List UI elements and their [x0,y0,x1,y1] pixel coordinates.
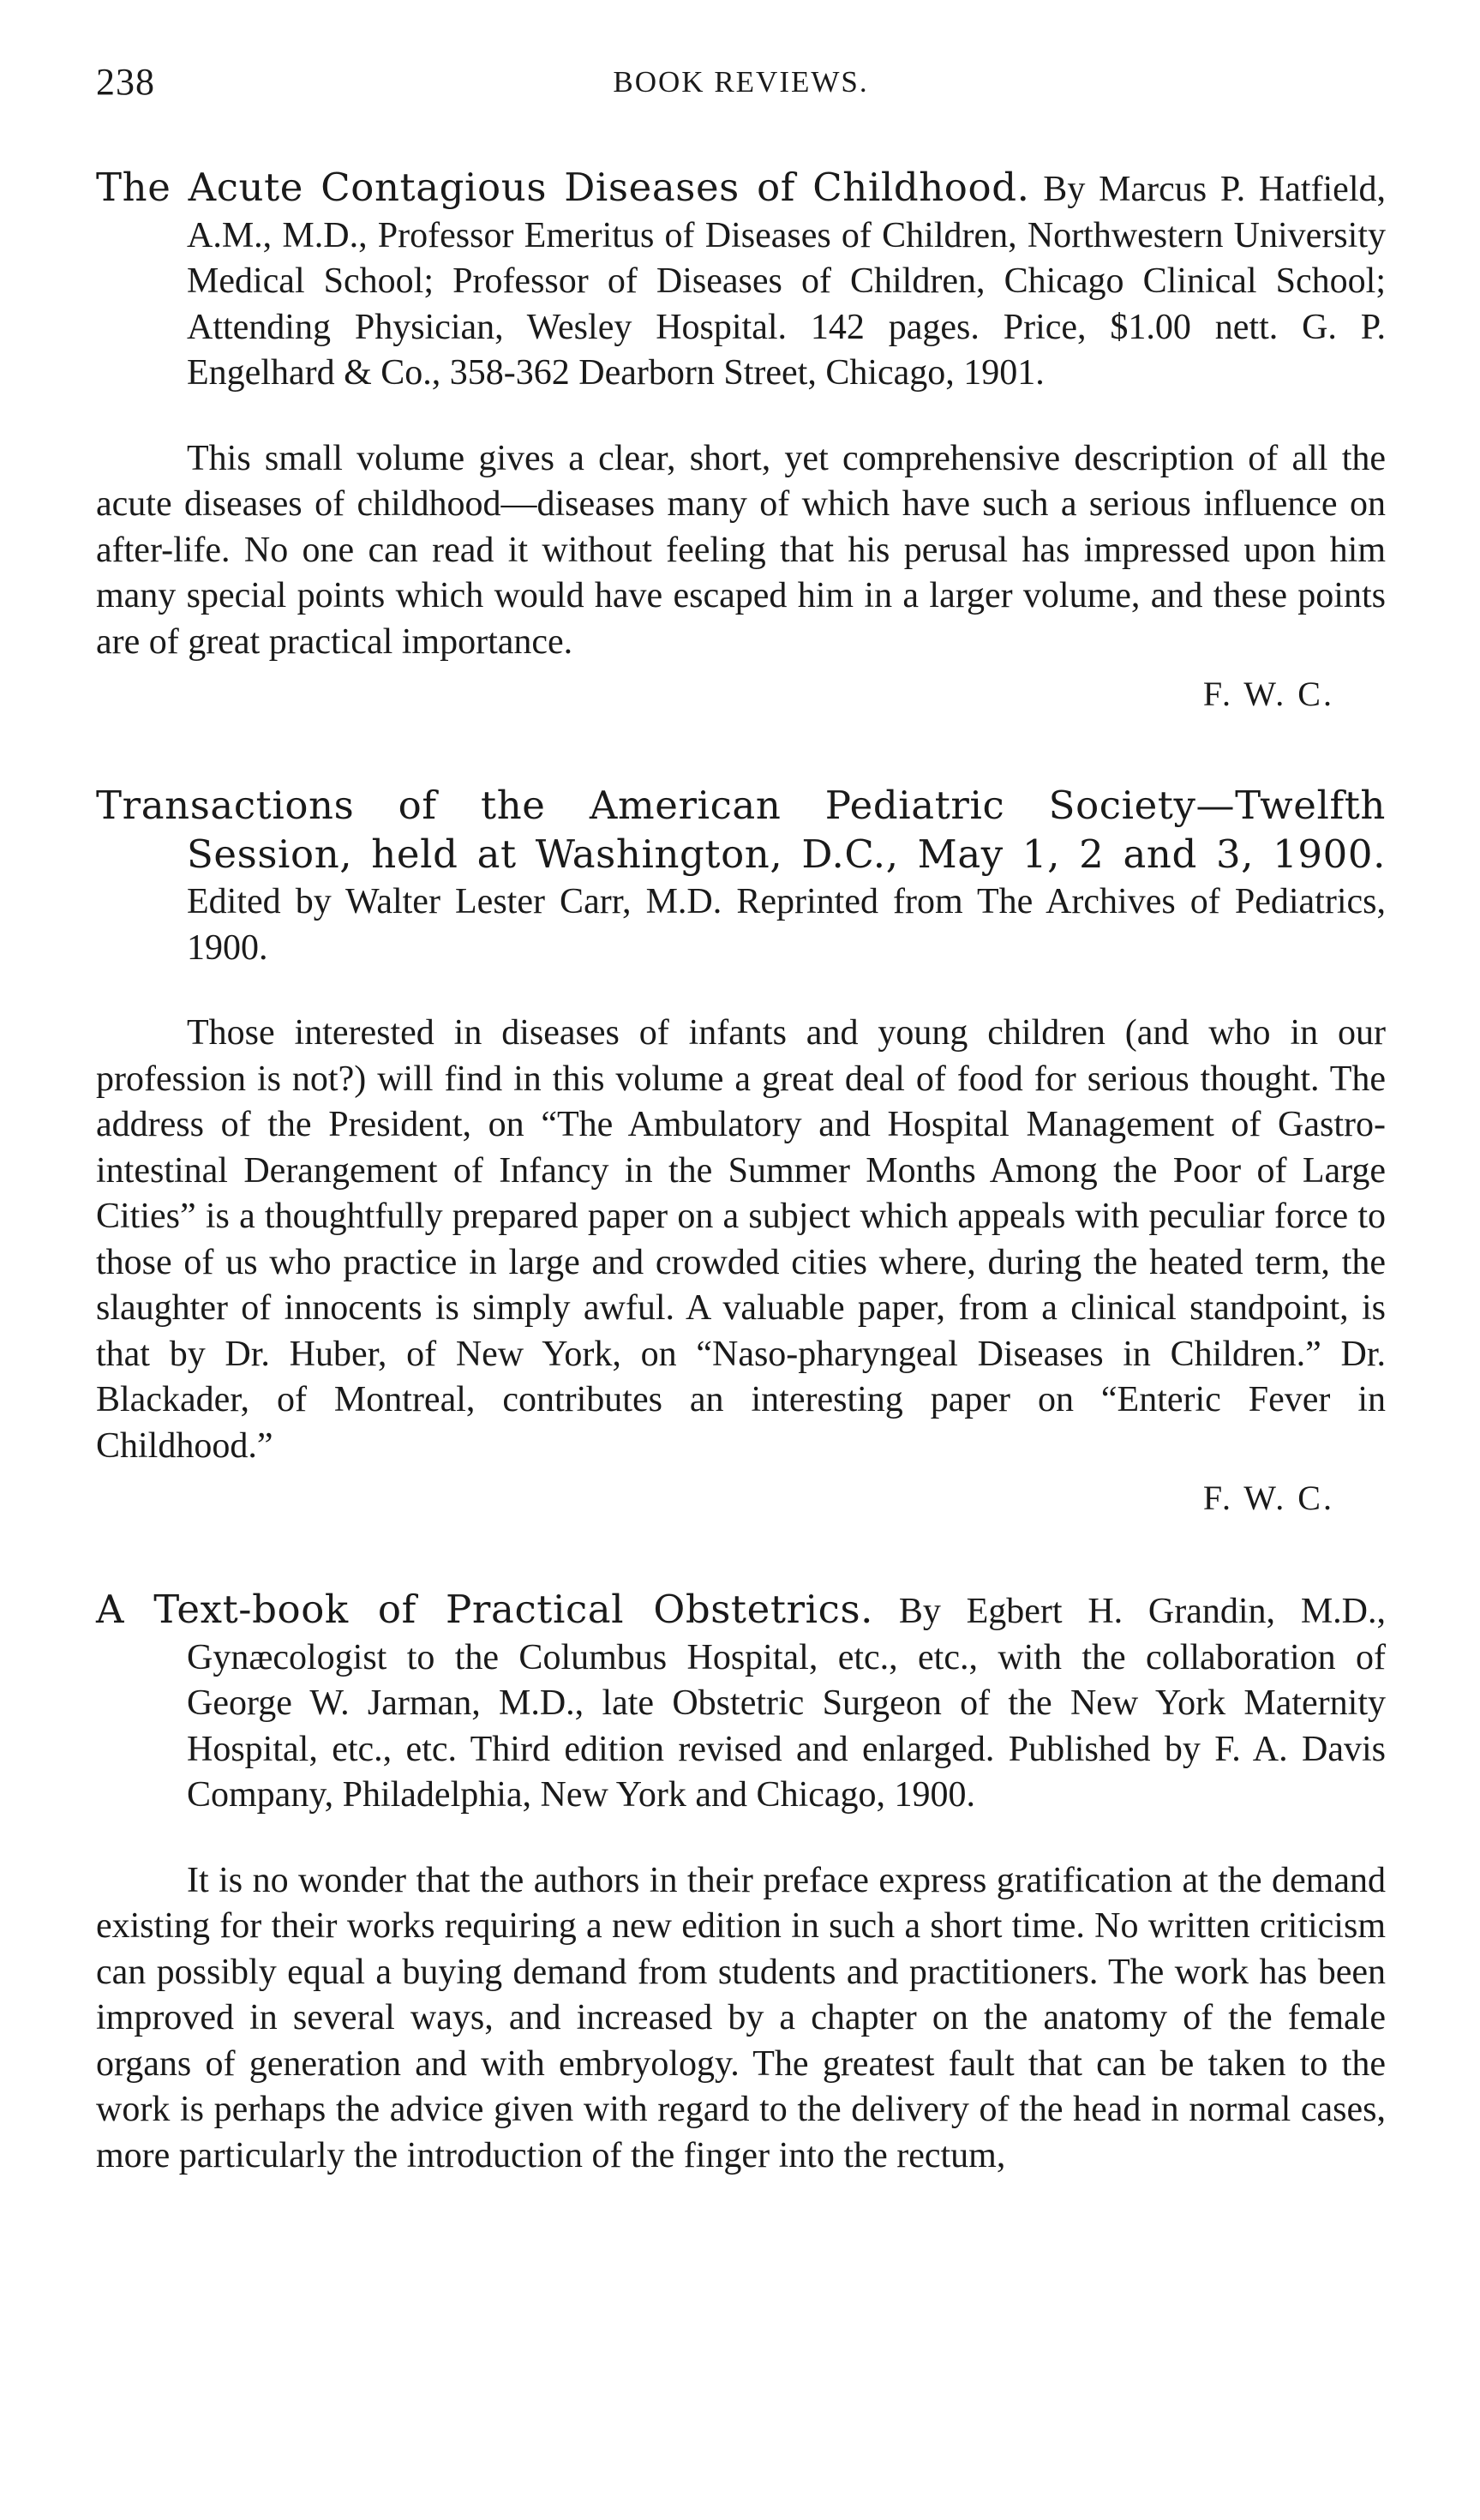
review-american-pediatric-society [96,783,1386,1518]
review-practical-obstetrics [96,1587,1386,2179]
review-body: Those interested in diseases of infants and young children (and who in our profession is not?) will find in this volume a great deal of food for serious thought. The address of the President, on “The Ambulatory and Hospital Management of Gastro-intestinal Derangement of Infancy in the Summer Months Among the Poor of Large Cities” is a thoughtfully prepared paper on a subject which appeals with peculiar force to those of us who practice in large and crowded cities where, during the heated term, the slaughter of innocents is simply awful. A valuable paper, from a clinical standpoint, is that by Dr. Huber, of New York, on “Naso-pharyngeal Diseases in Children.” Dr. Blackader, of Montreal, contributes an interesting paper on “Enteric Fever in Childhood.” [96,1013,1386,1466]
citation-details: By Marcus P. Hatfield, A.M., M.D., Professor Emeritus of Diseases of Children, Northwestern University Medical School; Professor of Diseases of Children, Chicago Clinical School; Attending Physician, Wesley Hospital. 142 pages. Price, $1.00 nett. G. P. Engelhard & Co., 358-362 Dearborn Street, Chicago, 1901. [187,170,1386,393]
citation-details: By Egbert H. Grandin, M.D., Gynæcologist to the Columbus Hospital, etc., etc., with the collaboration of George W. Jarman, M.D., late Obstetric Surgeon of the New York Maternity Hospital, etc., etc. Third edition revised and enlarged. Published by F. A. Davis Company, Philadelphia, New York and Chicago, 1900. [187,1592,1387,1815]
review-citation [96,1587,1386,1819]
review-title: The Acute Contagious Diseases of Childhood. [96,165,1030,210]
review-citation [96,165,1386,397]
running-head [96,60,1386,120]
citation-details: Edited by Walter Lester Carr, M.D. Reprinted from The Archives of Pediatrics, 1900. [187,882,1386,968]
page-number: 238 [96,61,155,103]
review-body: This small volume gives a clear, short, yet comprehensive description of all the acute diseases of childhood—diseases many of which have such a serious influence on after-life. No one can read it without feeling that his perusal has impressed upon him many special points which would have escaped him in a larger volume, and these points are of great practical importance. [96,438,1386,662]
review-body: It is no wonder that the authors in their preface express gratification at the demand existing for their works requiring a new edition in such a short time. No written criticism can possibly equal a buying demand from students and practitioners. The work has been improved in several ways, and increased by a chapter on the anatomy of the female organs of generation and with embryology. The greatest fault that can be taken to the work is perhaps the advice given with regard to the delivery of the head in normal cases, more particularly the introduction of the finger into the rectum, [96,1860,1386,2175]
running-title: BOOK REVIEWS. [613,65,869,99]
review-title: Transactions of the American Pediatric Society—Twelfth Session, held at Washington, D.C., May 1, 2 and 3, 1900. [96,783,1386,877]
review-acute-contagious-diseases [96,165,1386,714]
review-signature: F. W. C. [1202,675,1334,713]
book-page [96,60,1386,2179]
review-citation [96,783,1386,971]
review-signature: F. W. C. [1202,1479,1334,1517]
review-title: A Text-book of Practical Obstetrics. [96,1587,874,1632]
